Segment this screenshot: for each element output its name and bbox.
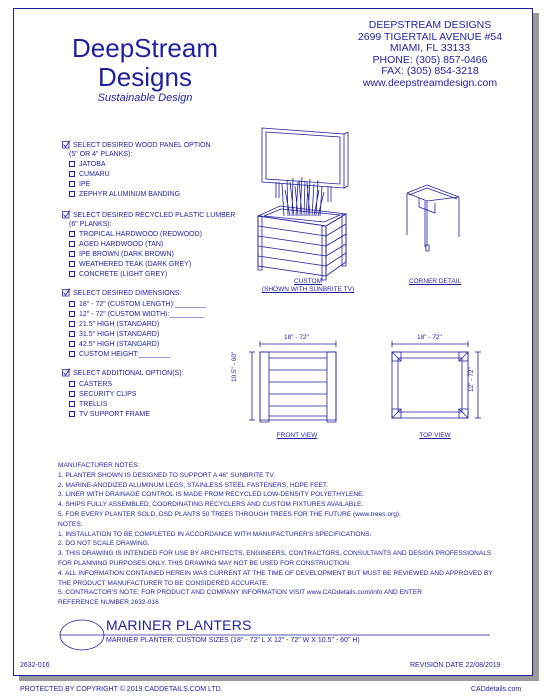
- option-aged-hardwood[interactable]: AGED HARDWOOD (TAN): [69, 240, 262, 250]
- wood-panel-options: [62, 140, 262, 200]
- option-trellis[interactable]: TRELLIS: [69, 400, 262, 410]
- option-cumaru[interactable]: CUMARU: [69, 170, 262, 180]
- copyright-notice: PROTECTED BY COPYRIGHT © 2019 CADDETAILS.COM LTD.: [20, 686, 223, 693]
- checkbox[interactable]: [69, 241, 75, 247]
- top-depth-dimension: 12" - 72": [468, 367, 475, 392]
- checkbox[interactable]: [69, 381, 75, 387]
- company-logo: [40, 34, 250, 92]
- front-box-outline: [260, 352, 336, 420]
- option-tv-support-frame[interactable]: TV SUPPORT FRAME: [69, 410, 262, 420]
- option-weathered-teak[interactable]: WEATHERED TEAK (DARK GREY): [69, 260, 262, 270]
- option-group-subheading: (6" PLANKS):: [69, 220, 112, 228]
- front-height-dimension: 10.5" - 60": [231, 351, 238, 382]
- checked-box-icon: [62, 288, 71, 297]
- checkbox[interactable]: [69, 341, 75, 347]
- top-view-caption: TOP VIEW: [419, 432, 451, 439]
- custom-view-drawing: [252, 120, 362, 285]
- notes-heading: NOTES:: [58, 520, 83, 528]
- checked-box-icon: [62, 140, 71, 149]
- checkbox[interactable]: [69, 391, 75, 397]
- note-line: THE PRODUCT MANUFACTURER TO BE CONSIDERED ACCURATE.: [58, 579, 269, 587]
- reference-number: 2632-016: [20, 662, 50, 669]
- tv-screen-inner: [266, 132, 340, 184]
- option-group-heading: SELECT DESIRED RECYCLED PLASTIC LUMBER: [62, 210, 262, 221]
- checkbox[interactable]: [69, 411, 75, 417]
- planter-front-face: [258, 216, 326, 276]
- option-group-subheading: (5" OR 4" PLANKS):: [69, 150, 133, 158]
- checkbox[interactable]: [69, 351, 75, 357]
- option-custom-length[interactable]: 18" - 72" (CUSTOM LENGTH):________: [69, 300, 262, 310]
- option-ipe[interactable]: IPE: [69, 180, 262, 190]
- option-casters[interactable]: CASTERS: [69, 380, 262, 390]
- checkbox[interactable]: [69, 171, 75, 177]
- company-address: [330, 20, 530, 89]
- note-line: 2. DO NOT SCALE DRAWING.: [58, 540, 150, 548]
- checkbox[interactable]: [69, 301, 75, 307]
- note-line: 3. LINER WITH DRAINAGE CONTROL IS MADE FROM RECYCLED LOW-DENSITY POLYETHYLENE.: [58, 491, 365, 499]
- option-tropical-hardwood[interactable]: TROPICAL HARDWOOD (REDWOOD): [69, 230, 262, 240]
- option-42-5-high[interactable]: 42.5" HIGH (STANDARD): [69, 340, 262, 350]
- note-line: 4. ALL INFORMATION CONTAINED HEREIN WAS CURRENT AT THE TIME OF DEVELOPMENT BUT MUST BE REVIEWED AND APPROVED BY: [58, 569, 493, 577]
- option-security-clips[interactable]: SECURITY CLIPS: [69, 390, 262, 400]
- top-width-dimension: 18" - 72": [417, 334, 442, 341]
- checkbox[interactable]: [69, 231, 75, 237]
- checkbox[interactable]: [69, 271, 75, 277]
- option-ipe-brown[interactable]: IPE BROWN (DARK BROWN): [69, 250, 262, 260]
- address-line: 2699 TIGERTAIL AVENUE #54: [357, 30, 503, 43]
- option-concrete[interactable]: CONCRETE (LIGHT GREY): [69, 270, 262, 280]
- corner-detail-drawing: [405, 185, 465, 265]
- note-line: 5. CONTRACTOR'S NOTE: FOR PRODUCT AND COMPANY INFORMATION VISIT www.CADdetails.com/info AND ENTER: [58, 589, 422, 597]
- front-width-dimension: 18" - 72": [284, 334, 309, 341]
- note-line: 1. INSTALLATION TO BE COMPLETED IN ACCORDANCE WITH MANUFACTURER'S SPECIFICATIONS.: [58, 530, 372, 538]
- checked-box-icon: [62, 210, 71, 219]
- planter-side-face: [326, 214, 346, 276]
- checkbox[interactable]: [69, 311, 75, 317]
- top-box-outline: [392, 352, 468, 418]
- option-21-5-high[interactable]: 21.5" HIGH (STANDARD): [69, 320, 262, 330]
- note-line: 4. SHIPS FULLY ASSEMBLED; COORDINATING RECYCLERS AND CUSTOM FIXTURES AVAILABLE.: [58, 501, 364, 509]
- front-view-caption: FRONT VIEW: [276, 432, 318, 439]
- note-line: 5. FOR EVERY PLANTER SOLD, DSD PLANTS 50 TREES THROUGH TREES FOR THE FUTURE (www.trees.org).: [58, 510, 401, 518]
- option-group-heading: SELECT ADDITIONAL OPTION(S):: [62, 368, 262, 379]
- drawing-title: MARINER PLANTERS: [106, 617, 252, 633]
- notes-heading: MANUFACTURER NOTES:: [58, 462, 140, 469]
- option-custom-height[interactable]: CUSTOM HEIGHT:________: [69, 350, 262, 360]
- checkbox[interactable]: [69, 191, 75, 197]
- option-custom-width[interactable]: 12" - 72" (CUSTOM WIDTH):_________: [69, 310, 262, 320]
- company-website: www.deepstreamdesign.com: [362, 76, 498, 89]
- front-view-drawing: [248, 336, 348, 436]
- option-31-5-high[interactable]: 31.5" HIGH (STANDARD): [69, 330, 262, 340]
- note-line: 2. MARINE-ANODIZED ALUMINUM LEGS, STAINLESS STEEL FASTENERS, HDPE FEET.: [58, 481, 329, 489]
- plastic-lumber-options: [62, 210, 262, 280]
- option-zephyr[interactable]: ZEPHYR ALUMINUM BANDING: [69, 190, 262, 200]
- address-line: PHONE: (305) 857-0466: [372, 53, 488, 66]
- checkbox[interactable]: [69, 401, 75, 407]
- checked-box-icon: [62, 368, 71, 377]
- note-line: 1. PLANTER SHOWN IS DESIGNED TO SUPPORT A 46" SUNBRITE TV.: [58, 471, 275, 479]
- note-line: 3. THIS DRAWING IS INTENDED FOR USE BY ARCHITECTS, ENGINEERS, CONTRACTORS, CONSULTANTS AND DESIGN PROFESSIONALS: [58, 550, 492, 558]
- dimension-options: [62, 288, 262, 360]
- note-line: FOR PLANNING PURPOSES ONLY. THIS DRAWING MAY NOT BE USED FOR CONSTRUCTION.: [58, 559, 351, 567]
- checkbox[interactable]: [69, 181, 75, 187]
- option-jatoba[interactable]: JATOBA: [69, 160, 262, 170]
- option-group-heading: SELECT DESIRED WOOD PANEL OPTION: [62, 140, 262, 151]
- address-line: DEEPSTREAM DESIGNS: [368, 19, 492, 31]
- caddetails-link[interactable]: CADdetails.com: [471, 686, 522, 693]
- manufacturer-notes: [58, 461, 493, 608]
- logo-line-1: DeepStream: [72, 33, 218, 63]
- checkbox[interactable]: [69, 331, 75, 337]
- option-group-heading: SELECT DESIRED DIMENSIONS:: [62, 288, 262, 299]
- plants-drawing: [282, 177, 324, 216]
- checkbox[interactable]: [69, 161, 75, 167]
- checkbox[interactable]: [69, 321, 75, 327]
- tv-screen-outer: [262, 128, 344, 188]
- address-line: FAX: (305) 854-3218: [381, 65, 479, 77]
- corner-detail-caption: CORNER DETAIL: [408, 278, 462, 285]
- drawing-subtitle: MARINER PLANTER: CUSTOM SIZES (18" - 72" L X 12" - 72" W X 10.5" - 60" H): [106, 637, 360, 644]
- note-line: REFERENCE NUMBER 2632-016: [58, 599, 159, 607]
- revision-date: REVISION DATE 22/08/2019: [410, 662, 501, 669]
- address-line: MIAMI, FL 33133: [389, 42, 471, 54]
- custom-view-caption: CUSTOM (SHOWN WITH SUNBRITE TV): [261, 278, 355, 293]
- company-tagline: Sustainable Design: [97, 92, 193, 104]
- logo-line-2: Designs: [98, 62, 192, 92]
- checkbox[interactable]: [69, 251, 75, 257]
- checkbox[interactable]: [69, 261, 75, 267]
